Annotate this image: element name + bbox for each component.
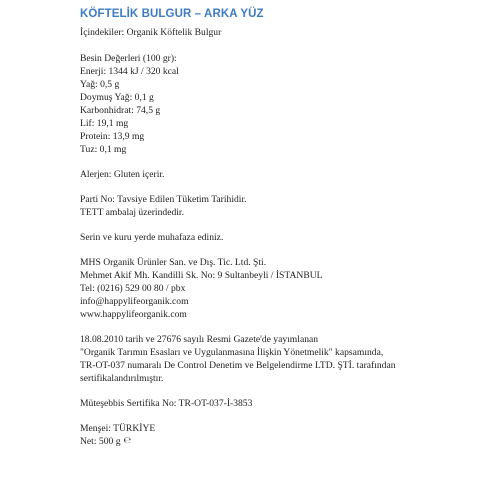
net-weight: Net: 500 g	[80, 436, 121, 447]
storage-text: Serin ve kuru yerde muhafaza ediniz.	[80, 232, 224, 243]
company-info	[80, 256, 492, 321]
certification-line-3: TR-OT-037 numaralı De Control Denetim ve Belgelendirme LTD. ŞTİ. tarafından	[80, 360, 396, 371]
entrepreneur-certificate: Müteşebbis Sertifika No: TR-OT-037-İ-3853	[80, 398, 253, 409]
estimated-sign-icon: ℮	[123, 436, 132, 446]
certification-line-4: sertifikalandırılmıştır.	[80, 373, 164, 384]
nutrition-row-fat: Yağ: 0,5 g	[80, 79, 120, 90]
nutrition-row-protein: Protein: 13,9 mg	[80, 131, 145, 142]
nutrition-heading: Besin Değerleri (100 gr):	[80, 53, 177, 64]
company-website: www.happylifeorganik.com	[80, 309, 187, 320]
certification-text	[80, 333, 492, 385]
net-weight-row	[80, 435, 492, 448]
allergen-text: Alerjen: Gluten içerir.	[80, 169, 165, 180]
nutrition-row-carbohydrate: Karbonhidrat: 74,5 g	[80, 105, 161, 116]
nutrition-row-salt: Tuz: 0,1 mg	[80, 144, 127, 155]
lot-line-2: TETT ambalaj üzerindedir.	[80, 207, 184, 218]
company-email: info@happylifeorganik.com	[80, 296, 189, 307]
product-back-label	[80, 8, 492, 448]
page-title: KÖFTELİK BULGUR – ARKA YÜZ	[80, 8, 264, 20]
nutrition-section	[80, 52, 492, 156]
certification-line-1: 18.08.2010 tarih ve 27676 sayılı Resmi Gazete'de yayımlanan	[80, 334, 319, 345]
lot-line-1: Parti No: Tavsiye Edilen Tüketim Tarihidir.	[80, 194, 247, 205]
certification-line-2: "Organik Tarımın Esasları ve Uygulanmasına İlişkin Yönetmelik" kapsamında,	[80, 347, 384, 358]
nutrition-row-fiber: Lif: 19,1 mg	[80, 118, 129, 129]
company-address: Mehmet Akif Mh. Kandilli Sk. No: 9 Sultanbeyli / İSTANBUL	[80, 270, 323, 281]
nutrition-row-energy: Enerji: 1344 kJ / 320 kcal	[80, 66, 179, 77]
company-phone: Tel: (0216) 529 00 80 / pbx	[80, 283, 186, 294]
ingredients-text: İçindekiler: Organik Köftelik Bulgur	[80, 27, 222, 38]
nutrition-row-saturated-fat: Doymuş Yağ: 0,1 g	[80, 92, 154, 103]
origin-text: Menşei: TÜRKİYE	[80, 423, 156, 434]
company-name: MHS Organik Ürünler San. ve Dış. Tic. Ltd. Şti.	[80, 257, 267, 268]
